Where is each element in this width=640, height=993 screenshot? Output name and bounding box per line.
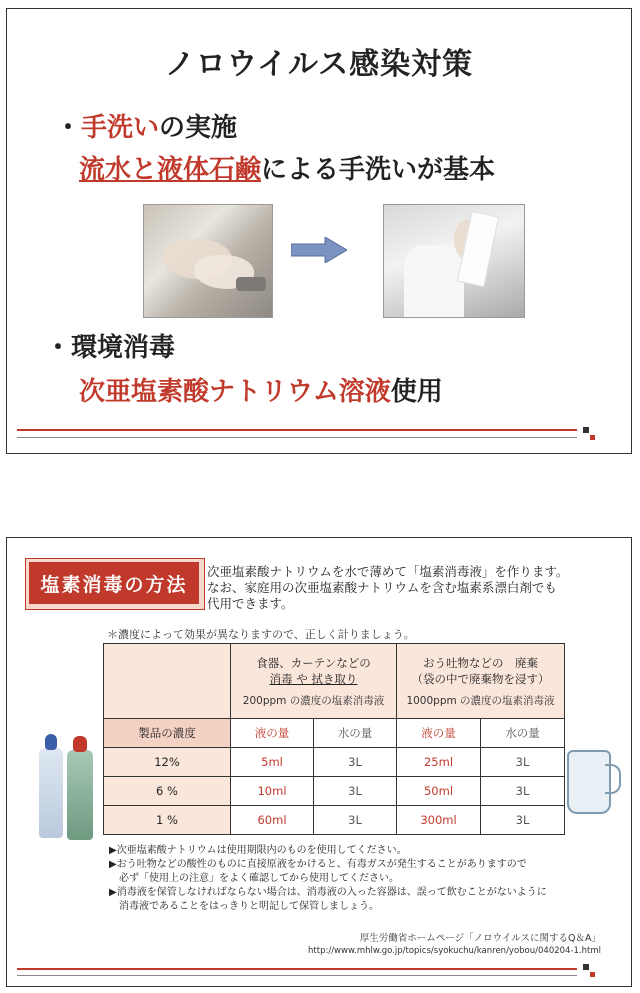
bullet-handwashing bbox=[55, 107, 237, 144]
banner-title: 塩素消毒の方法 bbox=[29, 562, 199, 604]
col-header-line: おう吐物などの 廃棄 bbox=[423, 655, 538, 670]
note-line: ▶おう吐物などの酸性のものに直接原液をかけると、有毒ガスが発生することがありますので bbox=[109, 859, 527, 870]
arrow-right-icon bbox=[291, 237, 347, 263]
slide-1-title: ノロウイルス感染対策 bbox=[164, 47, 474, 82]
intro-line: 代用できます。 bbox=[207, 596, 294, 611]
water-amount-cell: 3L bbox=[314, 748, 397, 777]
hypochlorite-usage bbox=[79, 371, 443, 408]
jug-handle-icon bbox=[605, 764, 621, 794]
bottle-cap-icon bbox=[73, 736, 87, 752]
slide-2 bbox=[6, 537, 632, 987]
bullet-environment-disinfection: ・環境消毒 bbox=[45, 333, 176, 363]
liquid-label: 液の量 bbox=[397, 719, 481, 748]
note-line: 消毒液であることをはっきりと明記して保管しましょう。 bbox=[109, 901, 379, 912]
intro-text bbox=[207, 564, 617, 612]
water-amount-cell: 3L bbox=[481, 777, 565, 806]
note-line: ▶次亜塩素酸ナトリウムは使用期限内のものを使用してください。 bbox=[109, 845, 407, 856]
water-label: 水の量 bbox=[481, 719, 565, 748]
bullet-mark: ・ bbox=[55, 113, 82, 143]
col-header-line: （袋の中で廃棄物を浸す） bbox=[411, 671, 550, 686]
concentration-cell: 6 % bbox=[104, 777, 231, 806]
table-corner bbox=[104, 644, 231, 719]
dilution-table bbox=[103, 643, 565, 835]
note-line: ▶消毒液を保管しなければならない場合は、消毒液の入った容器は、誤って飲むことがないように bbox=[109, 887, 547, 898]
bleach-bottle-icon bbox=[67, 750, 93, 840]
liquid-amount-cell: 300ml bbox=[397, 806, 481, 835]
col-header-sub: 1000ppm の濃度の塩素消毒液 bbox=[406, 694, 555, 707]
col-header-line: 消毒 や 拭き取り bbox=[269, 671, 358, 686]
footer-rule-thin bbox=[17, 975, 577, 976]
footer-rule bbox=[17, 429, 577, 431]
water-amount-cell: 3L bbox=[481, 748, 565, 777]
running-water-soap: 流水と液体石鹸 bbox=[79, 155, 262, 185]
photo-paper-towel bbox=[383, 204, 525, 318]
table-row bbox=[104, 748, 565, 777]
liquid-amount-cell: 50ml bbox=[397, 777, 481, 806]
col-header-vomit bbox=[397, 644, 565, 719]
bleach-bottle-icon bbox=[39, 748, 63, 838]
hypochlorite-keyword: 次亜塩素酸ナトリウム溶液 bbox=[79, 377, 391, 407]
table-row bbox=[104, 806, 565, 835]
slide-1 bbox=[6, 8, 632, 454]
handwashing-rest: の実施 bbox=[159, 113, 238, 143]
handwashing-detail bbox=[79, 149, 495, 186]
water-amount-cell: 3L bbox=[314, 777, 397, 806]
source-citation bbox=[308, 932, 601, 958]
intro-line: なお、家庭用の次亜塩素酸ナトリウムを含む塩素系漂白剤でも bbox=[207, 580, 557, 595]
liquid-amount-cell: 60ml bbox=[231, 806, 314, 835]
liquid-label: 液の量 bbox=[231, 719, 314, 748]
photo-hands-washing bbox=[143, 204, 273, 318]
col-header-tableware bbox=[231, 644, 397, 719]
liquid-amount-cell: 25ml bbox=[397, 748, 481, 777]
footer-rule bbox=[17, 968, 577, 970]
intro-line: 次亜塩素酸ナトリウムを水で薄めて「塩素消毒液」を作ります。 bbox=[207, 564, 569, 579]
liquid-amount-cell: 10ml bbox=[231, 777, 314, 806]
notes bbox=[109, 844, 629, 914]
source-title: 厚生労働省ホームページ「ノロウイルスに関するQ＆A」 bbox=[359, 933, 601, 944]
handwashing-keyword: 手洗い bbox=[81, 113, 160, 143]
water-amount-cell: 3L bbox=[481, 806, 565, 835]
source-url: http://www.mhlw.go.jp/topics/syokuchu/kanren/yobou/040204-1.html bbox=[308, 946, 601, 956]
caution-note: ＊濃度によって効果が異なりますので、正しく計りましょう。 bbox=[107, 628, 415, 641]
water-amount-cell: 3L bbox=[314, 806, 397, 835]
hypochlorite-rest: 使用 bbox=[390, 377, 443, 407]
bottle-cap-icon bbox=[45, 734, 57, 750]
logo-icon bbox=[583, 425, 623, 447]
col-header-line: 食器、カーテンなどの bbox=[256, 655, 371, 670]
liquid-amount-cell: 5ml bbox=[231, 748, 314, 777]
water-label: 水の量 bbox=[314, 719, 397, 748]
logo-icon bbox=[583, 962, 623, 984]
table-row bbox=[104, 777, 565, 806]
footer-rule-thin bbox=[17, 437, 577, 438]
note-line: 必ず「使用上の注意」をよく確認してから使用してください。 bbox=[109, 873, 399, 884]
row-header-concentration: 製品の濃度 bbox=[104, 719, 231, 748]
col-header-sub: 200ppm の濃度の塩素消毒液 bbox=[242, 694, 385, 707]
concentration-cell: 1 % bbox=[104, 806, 231, 835]
concentration-cell: 12% bbox=[104, 748, 231, 777]
handwashing-detail-rest: による手洗いが基本 bbox=[261, 155, 496, 185]
